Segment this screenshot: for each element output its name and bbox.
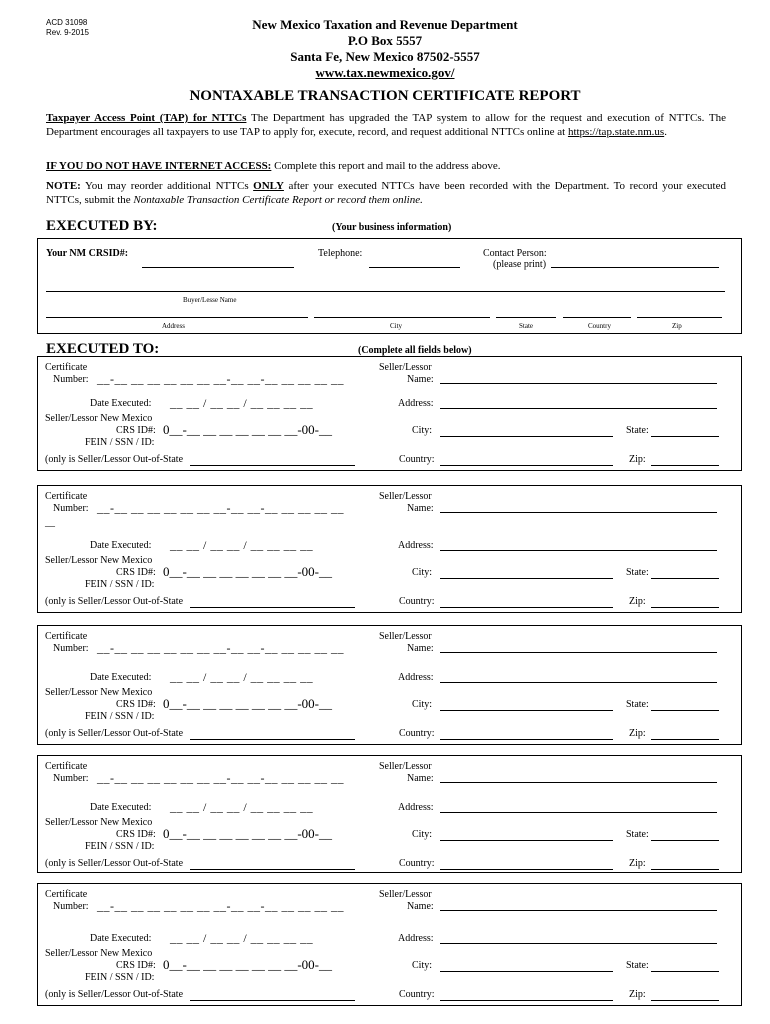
seller-label: Seller/Lessor [379,761,432,772]
date-executed-label: Date Executed: [90,672,152,683]
seller-label: Seller/Lessor [379,491,432,502]
certificate-entry [37,883,742,1006]
tap-paragraph [46,111,726,139]
crs-id-label: CRS ID#: [116,425,156,436]
certificate-number-input[interactable]: __-__ __ __ __ __ __ __-__ __-__ __ __ __ __ [97,771,344,785]
executed-to-subheading: (Complete all fields below) [358,345,472,356]
seller-zip-input[interactable] [651,465,719,466]
seller-name-input[interactable] [440,512,717,513]
seller-address-label: Address: [398,540,434,551]
certificate-number-input[interactable]: __-__ __ __ __ __ __ __-__ __-__ __ __ __ __ [97,372,344,386]
number-label: Number: [53,503,89,514]
country-input[interactable] [563,317,631,318]
seller-city-input[interactable] [440,971,613,972]
fein-label: FEIN / SSN / ID: [85,437,155,448]
seller-zip-input[interactable] [651,739,719,740]
seller-state-label: State: [626,960,649,971]
crs-id-input[interactable]: 0__-__ __ __ __ __ __ __-00-__ [163,696,332,711]
address-label: Address [162,322,185,330]
seller-country-label: Country: [399,728,435,739]
executed-by-box [37,238,742,334]
seller-address-label: Address: [398,802,434,813]
crs-id-label: CRS ID#: [116,567,156,578]
seller-address-input[interactable] [440,408,717,409]
state-input[interactable] [496,317,556,318]
seller-state-label: State: [626,567,649,578]
seller-address-label: Address: [398,672,434,683]
seller-address-input[interactable] [440,682,717,683]
seller-address-label: Address: [398,398,434,409]
fein-input[interactable] [190,465,355,466]
buyer-name-label: Buyer/Lesse Name [183,296,237,304]
crsid-input[interactable] [142,267,294,268]
fein-label: FEIN / SSN / ID: [85,579,155,590]
buyer-name-input[interactable] [46,291,725,292]
note-text-a: You may reorder additional NTTCs [80,180,254,192]
seller-country-label: Country: [399,858,435,869]
seller-name-label: Name: [407,643,434,654]
seller-name-input[interactable] [440,782,717,783]
contact-sublabel: (please print) [493,259,547,270]
note-only: ONLY [253,180,284,192]
seller-state-input[interactable] [651,971,719,972]
seller-state-input[interactable] [651,436,719,437]
city-label: City [390,322,403,330]
crs-id-input[interactable]: 0__-__ __ __ __ __ __ __-00-__ [163,957,332,972]
seller-name-input[interactable] [440,652,717,653]
seller-city-label: City: [412,567,433,578]
seller-label: Seller/Lessor [379,631,432,642]
address-input[interactable] [46,317,308,318]
zip-label: Zip [672,322,682,330]
number-label: Number: [53,374,89,385]
telephone-label: Telephone: [318,248,363,259]
date-executed-input[interactable]: __ __ / __ __ / __ __ __ __ [170,931,314,945]
contact-label: Contact Person: [483,248,547,259]
contact-person-input[interactable] [551,267,719,268]
seller-name-label: Name: [407,773,434,784]
seller-name-input[interactable] [440,383,717,384]
seller-name-label: Name: [407,901,434,912]
seller-state-input[interactable] [651,710,719,711]
tap-url-link[interactable]: https://tap.state.nm.us [567,126,665,138]
certificate-entry [37,356,742,471]
dept-pobox: P.O Box 5557 [347,33,423,48]
seller-address-input[interactable] [440,812,717,813]
seller-city-label: City: [412,425,433,436]
note-paragraph [46,179,726,207]
tap-end: . [664,126,667,138]
certificate-label: Certificate [45,889,88,900]
dept-name: New Mexico Taxation and Revenue Department [252,17,518,32]
seller-country-label: Country: [399,596,435,607]
note-heading: NOTE: [46,180,81,192]
certificate-label: Certificate [45,761,88,772]
dept-city: Santa Fe, New Mexico 87502-5557 [290,49,480,64]
fein-label: FEIN / SSN / ID: [85,711,155,722]
fein-input[interactable] [190,869,355,870]
out-of-state-label: (only is Seller/Lessor Out-of-State [45,728,184,739]
out-of-state-label: (only is Seller/Lessor Out-of-State [45,858,184,869]
seller-label: Seller/Lessor [379,889,432,900]
certificate-number-input[interactable]: __-__ __ __ __ __ __ __-__ __-__ __ __ __ __ [97,899,344,913]
dept-website-link[interactable]: www.tax.newmexico.gov/ [315,65,455,80]
seller-label: Seller/Lessor [379,362,432,373]
out-of-state-label: (only is Seller/Lessor Out-of-State [45,454,184,465]
number-label: Number: [53,643,89,654]
seller-city-input[interactable] [440,840,613,841]
seller-city-label: City: [412,829,433,840]
note-text-b: after your executed NTTCs have been recorded with the Department. To record your executed NTTCs, submit the [46,180,726,206]
seller-name-label: Name: [407,503,434,514]
seller-zip-label: Zip: [629,596,646,607]
seller-nm-label: Seller/Lessor New Mexico [45,687,153,698]
certificate-label: Certificate [45,491,88,502]
seller-nm-label: Seller/Lessor New Mexico [45,948,153,959]
fein-input[interactable] [190,1000,355,1001]
city-input[interactable] [314,317,490,318]
fein-input[interactable] [190,607,355,608]
executed-to-heading: EXECUTED TO: [46,341,160,357]
form-code: ACD 31098 [46,18,88,27]
number-label: Number: [53,773,89,784]
certificate-label: Certificate [45,631,88,642]
seller-zip-label: Zip: [629,728,646,739]
seller-zip-input[interactable] [651,1000,719,1001]
seller-nm-label: Seller/Lessor New Mexico [45,413,153,424]
seller-zip-label: Zip: [629,989,646,1000]
seller-address-label: Address: [398,933,434,944]
date-executed-label: Date Executed: [90,540,152,551]
certificate-number-wrap: __ [45,517,55,528]
executed-by-subheading: (Your business information) [332,222,452,233]
crsid-label: Your NM CRSID#: [46,248,129,259]
no-internet-paragraph [46,159,726,173]
seller-city-label: City: [412,960,433,971]
seller-country-label: Country: [399,454,435,465]
crs-id-label: CRS ID#: [116,960,156,971]
crs-id-input[interactable]: 0__-__ __ __ __ __ __ __-00-__ [163,422,332,437]
seller-zip-label: Zip: [629,454,646,465]
date-executed-input[interactable]: __ __ / __ __ / __ __ __ __ [170,800,314,814]
crs-id-label: CRS ID#: [116,829,156,840]
crs-id-input[interactable]: 0__-__ __ __ __ __ __ __-00-__ [163,564,332,579]
crs-id-label: CRS ID#: [116,699,156,710]
page-title: NONTAXABLE TRANSACTION CERTIFICATE REPORT [189,88,581,104]
tap-heading: Taxpayer Access Point (TAP) for NTTCs [46,112,247,124]
crs-id-input[interactable]: 0__-__ __ __ __ __ __ __-00-__ [163,826,332,841]
certificate-label: Certificate [45,362,88,373]
seller-country-input[interactable] [440,465,613,466]
executed-by-heading: EXECUTED BY: [46,218,158,234]
seller-zip-input[interactable] [651,607,719,608]
seller-city-input[interactable] [440,436,613,437]
note-italic: Nontaxable Transaction Certificate Report or record them online. [133,194,423,206]
certificate-entry [37,625,742,745]
seller-state-input[interactable] [651,840,719,841]
seller-nm-label: Seller/Lessor New Mexico [45,817,153,828]
date-executed-input[interactable]: __ __ / __ __ / __ __ __ __ [170,396,314,410]
certificate-number-input[interactable]: __-__ __ __ __ __ __ __-__ __-__ __ __ __ __ [97,501,344,515]
seller-country-input[interactable] [440,1000,613,1001]
seller-state-label: State: [626,829,649,840]
seller-country-input[interactable] [440,607,613,608]
date-executed-label: Date Executed: [90,398,152,409]
certificate-number-input[interactable]: __-__ __ __ __ __ __ __-__ __-__ __ __ __ __ [97,641,344,655]
seller-zip-label: Zip: [629,858,646,869]
seller-city-input[interactable] [440,710,613,711]
country-label: Country [588,322,611,330]
seller-city-input[interactable] [440,578,613,579]
seller-name-label: Name: [407,374,434,385]
no-internet-heading: IF YOU DO NOT HAVE INTERNET ACCESS: [46,160,272,172]
date-executed-input[interactable]: __ __ / __ __ / __ __ __ __ [170,538,314,552]
fein-input[interactable] [190,739,355,740]
seller-address-input[interactable] [440,550,717,551]
out-of-state-label: (only is Seller/Lessor Out-of-State [45,596,184,607]
seller-zip-input[interactable] [651,869,719,870]
seller-state-label: State: [626,425,649,436]
date-executed-label: Date Executed: [90,802,152,813]
zip-input[interactable] [637,317,722,318]
seller-city-label: City: [412,699,433,710]
fein-label: FEIN / SSN / ID: [85,841,155,852]
telephone-input[interactable] [369,267,460,268]
seller-country-input[interactable] [440,739,613,740]
seller-nm-label: Seller/Lessor New Mexico [45,555,153,566]
number-label: Number: [53,901,89,912]
seller-country-label: Country: [399,989,435,1000]
seller-address-input[interactable] [440,943,717,944]
state-label: State [519,322,533,330]
no-internet-text: Complete this report and mail to the address above. [271,160,501,172]
date-executed-input[interactable]: __ __ / __ __ / __ __ __ __ [170,670,314,684]
seller-country-input[interactable] [440,869,613,870]
fein-label: FEIN / SSN / ID: [85,972,155,983]
certificate-entry [37,485,742,613]
seller-state-label: State: [626,699,649,710]
tap-text: The Department has upgraded the TAP system to allow for the request and execution of NTTCs. The Department encourages all taxpayers to use TAP to apply for, execute, record, and request additional NTTCs online at [46,112,727,138]
form-revision: Rev. 9-2015 [46,28,89,37]
seller-state-input[interactable] [651,578,719,579]
certificate-entry [37,755,742,873]
seller-name-input[interactable] [440,910,717,911]
date-executed-label: Date Executed: [90,933,152,944]
out-of-state-label: (only is Seller/Lessor Out-of-State [45,989,184,1000]
